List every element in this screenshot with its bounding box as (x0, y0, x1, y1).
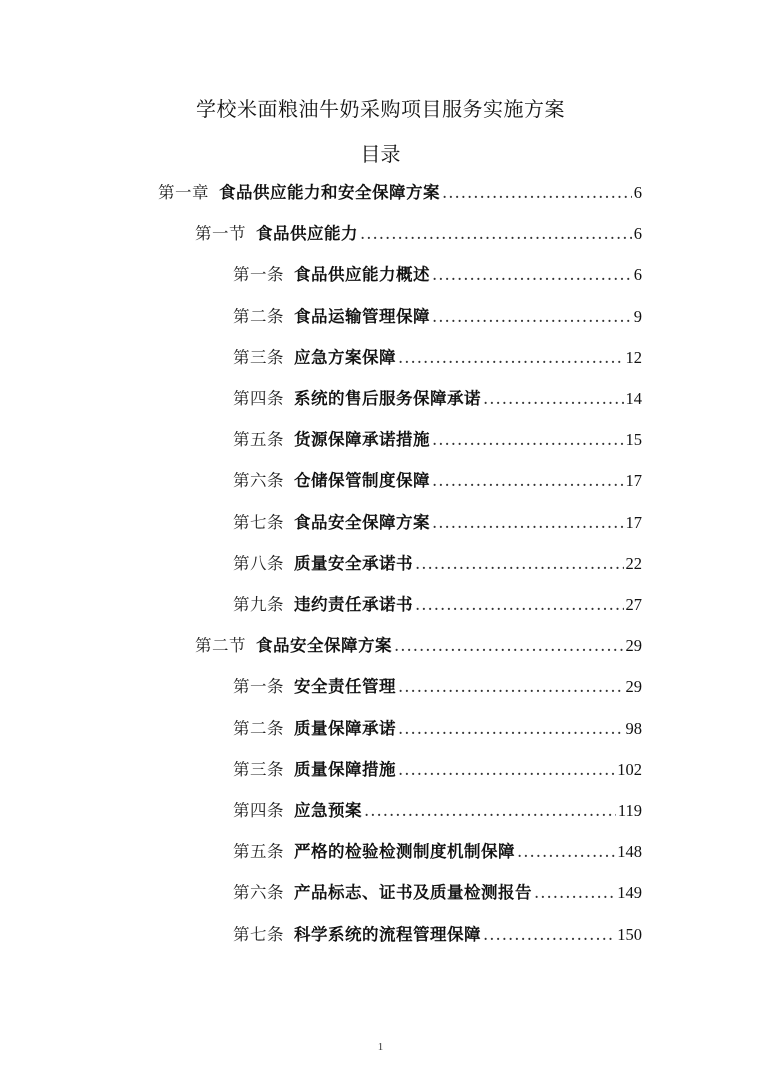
toc-entry[interactable] (233, 716, 642, 742)
toc-entry-label: 第四条 (233, 389, 284, 408)
toc-entry[interactable] (233, 839, 642, 865)
dot-leader (517, 839, 615, 865)
toc-entry-page: 12 (625, 348, 642, 367)
toc-entry-label: 第一章 (158, 183, 209, 202)
toc-entry-page: 17 (625, 513, 642, 532)
page-number: 1 (377, 1041, 384, 1053)
toc-entry-title: 产品标志、证书及质量检测报告 (294, 883, 532, 902)
toc-entry-page: 6 (633, 224, 642, 243)
toc-entry-title: 系统的售后服务保障承诺 (294, 389, 481, 408)
dot-leader (394, 633, 624, 659)
toc-entry[interactable] (233, 674, 642, 700)
toc-entry-title: 食品安全保障方案 (256, 636, 392, 655)
toc-entry-label: 第三条 (233, 760, 284, 779)
dot-leader (534, 880, 615, 906)
dot-leader (432, 304, 632, 330)
toc-entry-page: 27 (625, 595, 642, 614)
dot-leader (398, 345, 624, 371)
toc-entry-page: 119 (617, 801, 642, 820)
toc-entry-page: 15 (625, 430, 642, 449)
toc-entry[interactable] (233, 262, 642, 288)
toc-entry-label: 第九条 (233, 595, 284, 614)
toc-entry[interactable] (158, 180, 642, 206)
toc-entry[interactable] (233, 386, 642, 412)
toc-entry-label: 第二节 (195, 636, 246, 655)
toc-entry-label: 第四条 (233, 801, 284, 820)
dot-leader (483, 922, 615, 948)
toc-entry[interactable] (233, 592, 642, 618)
dot-leader (415, 592, 624, 618)
toc-entry-label: 第六条 (233, 883, 284, 902)
dot-leader (432, 427, 624, 453)
toc-entry-title: 货源保障承诺措施 (294, 430, 430, 449)
toc-entry-page: 102 (617, 760, 642, 779)
toc-entry[interactable] (233, 757, 642, 783)
toc-entry-title: 安全责任管理 (294, 677, 396, 696)
dot-leader (360, 221, 632, 247)
toc-entry-label: 第三条 (233, 348, 284, 367)
toc-entry-page: 9 (633, 307, 642, 326)
toc-entry-page: 148 (617, 842, 642, 861)
toc-entry-page: 150 (617, 925, 642, 944)
toc-entry[interactable] (233, 551, 642, 577)
toc-entry-title: 应急方案保障 (294, 348, 396, 367)
toc-entry-label: 第一条 (233, 265, 284, 284)
toc-entry-title: 科学系统的流程管理保障 (294, 925, 481, 944)
toc-entry-title: 食品安全保障方案 (294, 513, 430, 532)
toc-entry-page: 29 (625, 636, 642, 655)
toc-entry-label: 第六条 (233, 471, 284, 490)
toc-heading: 目录 (360, 142, 401, 166)
toc-entry[interactable] (233, 922, 642, 948)
toc-entry[interactable] (233, 345, 642, 371)
toc-entry-title: 食品供应能力 (256, 224, 358, 243)
dot-leader (415, 551, 624, 577)
toc-entry[interactable] (233, 798, 642, 824)
toc-entry-label: 第二条 (233, 307, 284, 326)
toc-entry-page: 14 (625, 389, 642, 408)
dot-leader (442, 180, 632, 206)
toc-entry-page: 149 (617, 883, 642, 902)
document-title: 学校米面粮油牛奶采购项目服务实施方案 (196, 97, 565, 121)
toc-entry-title: 食品供应能力和安全保障方案 (219, 183, 440, 202)
dot-leader (432, 468, 624, 494)
dot-leader (398, 716, 624, 742)
toc-entry-page: 17 (625, 471, 642, 490)
toc-entry-label: 第八条 (233, 554, 284, 573)
toc-entry-page: 6 (633, 183, 642, 202)
toc-entry-page: 98 (625, 719, 642, 738)
toc-entry-title: 质量保障承诺 (294, 719, 396, 738)
dot-leader (483, 386, 624, 412)
toc-entry-title: 违约责任承诺书 (294, 595, 413, 614)
toc-entry-title: 质量安全承诺书 (294, 554, 413, 573)
toc-entry[interactable] (195, 221, 642, 247)
toc-entry[interactable] (233, 880, 642, 906)
toc-entry-label: 第五条 (233, 430, 284, 449)
toc-entry-label: 第七条 (233, 925, 284, 944)
toc-entry-title: 应急预案 (294, 801, 362, 820)
toc-entry[interactable] (233, 468, 642, 494)
toc-entry-label: 第五条 (233, 842, 284, 861)
dot-leader (398, 757, 615, 783)
toc-entry[interactable] (233, 304, 642, 330)
toc-entry-page: 22 (625, 554, 642, 573)
toc-entry-label: 第一节 (195, 224, 246, 243)
dot-leader (432, 262, 632, 288)
toc-entry-title: 食品运输管理保障 (294, 307, 430, 326)
toc-entry-title: 质量保障措施 (294, 760, 396, 779)
toc-entry-title: 食品供应能力概述 (294, 265, 430, 284)
toc-entry-title: 严格的检验检测制度机制保障 (294, 842, 515, 861)
dot-leader (398, 674, 624, 700)
toc-entry-page: 29 (625, 677, 642, 696)
toc-entry[interactable] (195, 633, 642, 659)
toc-entry-label: 第一条 (233, 677, 284, 696)
toc-entry-title: 仓储保管制度保障 (294, 471, 430, 490)
toc-entry-label: 第二条 (233, 719, 284, 738)
dot-leader (364, 798, 616, 824)
toc-entry-label: 第七条 (233, 513, 284, 532)
toc-entry[interactable] (233, 427, 642, 453)
toc-entry-page: 6 (633, 265, 642, 284)
dot-leader (432, 510, 624, 536)
toc-entry[interactable] (233, 510, 642, 536)
